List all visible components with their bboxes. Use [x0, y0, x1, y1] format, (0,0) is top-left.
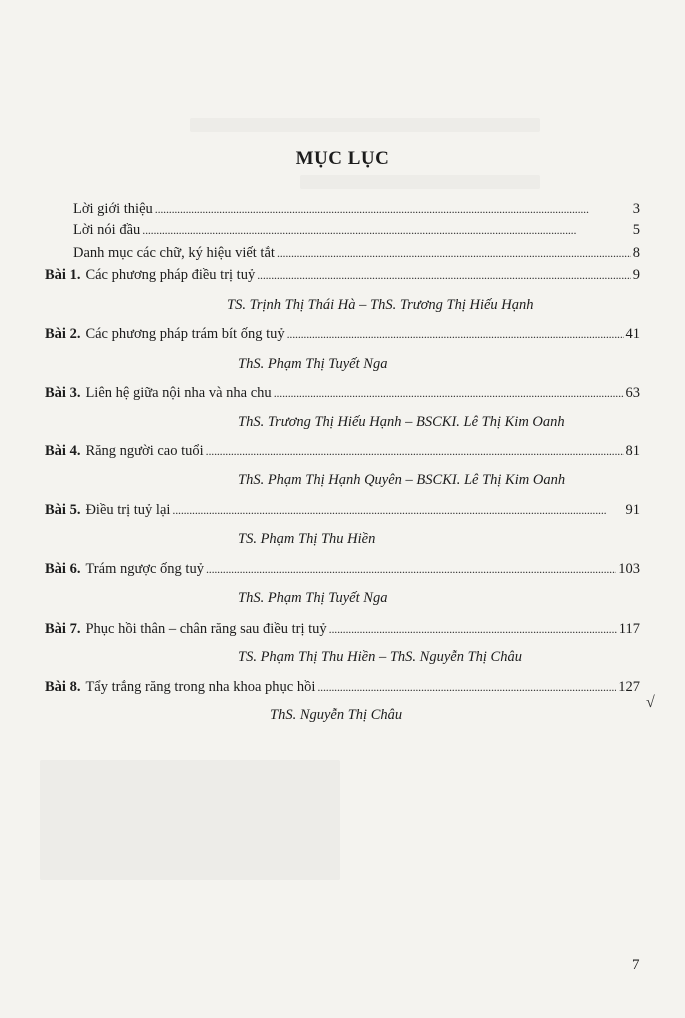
toc-page-number: 103	[618, 561, 640, 577]
toc-entry-lesson[interactable]	[45, 559, 640, 579]
toc-entry-front[interactable]	[73, 199, 640, 219]
toc-entry-lesson[interactable]	[45, 383, 640, 403]
lesson-authors: TS. Trịnh Thị Thái Hà – ThS. Trương Thị Hiếu Hạnh	[227, 297, 534, 313]
dot-leader	[257, 265, 631, 285]
lesson-authors: ThS. Phạm Thị Hạnh Quyên – BSCKI. Lê Thị Kim Oanh	[238, 472, 566, 488]
toc-entry-lesson[interactable]	[45, 677, 640, 697]
check-mark-icon: √	[646, 694, 655, 711]
toc-page-number: 5	[632, 222, 640, 238]
page-title: MỤC LỤC	[295, 148, 390, 169]
dot-leader	[329, 619, 617, 639]
toc-entry-lesson[interactable]	[45, 500, 640, 520]
toc-entry-front[interactable]	[73, 243, 640, 263]
dot-leader	[317, 677, 616, 697]
toc-page-number: 63	[625, 385, 640, 401]
lesson-number: Bài 8.	[45, 679, 81, 695]
toc-page-number: 8	[632, 245, 640, 261]
lesson-number: Bài 5.	[45, 502, 81, 518]
show-through-shading	[40, 760, 340, 880]
lesson-title: Điều trị tuỷ lại	[85, 502, 171, 518]
dot-leader	[142, 220, 630, 240]
page-number: 7	[632, 957, 640, 973]
lesson-number: Bài 3.	[45, 385, 81, 401]
toc-page-number: 127	[618, 679, 640, 695]
lesson-authors: ThS. Phạm Thị Tuyết Nga	[238, 590, 388, 606]
lesson-title: Trám ngược ống tuỷ	[85, 561, 204, 577]
toc-page-number: 9	[632, 267, 640, 283]
toc-page-number: 81	[625, 443, 640, 459]
toc-entry-label: Lời giới thiệu	[73, 201, 153, 217]
lesson-authors: TS. Phạm Thị Thu Hiền	[238, 531, 376, 547]
toc-page-number: 41	[625, 326, 640, 342]
lesson-title: Liên hệ giữa nội nha và nha chu	[85, 385, 272, 401]
lesson-number: Bài 7.	[45, 621, 81, 637]
lesson-number: Bài 6.	[45, 561, 81, 577]
dot-leader	[206, 559, 616, 579]
lesson-number: Bài 1.	[45, 267, 81, 283]
toc-page-number: 117	[618, 621, 640, 637]
toc-entry-front[interactable]	[73, 220, 640, 240]
dot-leader	[277, 243, 631, 263]
toc-entry-label: Danh mục các chữ, ký hiệu viết tắt	[73, 245, 275, 261]
dot-leader	[206, 441, 624, 461]
lesson-authors: ThS. Nguyễn Thị Châu	[270, 707, 403, 723]
lesson-authors: ThS. Trương Thị Hiếu Hạnh – BSCKI. Lê Thị Kim Oanh	[238, 414, 565, 430]
toc-entry-lesson[interactable]	[45, 441, 640, 461]
show-through-shading	[300, 175, 540, 189]
toc-entry-lesson[interactable]	[45, 619, 640, 639]
lesson-title: Phục hồi thân – chân răng sau điều trị tuỷ	[85, 621, 327, 637]
dot-leader	[172, 500, 623, 520]
show-through-shading	[190, 118, 540, 132]
toc-entry-lesson[interactable]	[45, 324, 640, 344]
lesson-authors: ThS. Phạm Thị Tuyết Nga	[238, 356, 388, 372]
lesson-number: Bài 4.	[45, 443, 81, 459]
dot-leader	[287, 324, 624, 344]
toc-page-number: 91	[625, 502, 640, 518]
toc-entry-label: Lời nói đầu	[73, 222, 141, 238]
lesson-authors: TS. Phạm Thị Thu Hiền – ThS. Nguyễn Thị Châu	[238, 649, 522, 665]
lesson-title: Răng người cao tuổi	[85, 443, 204, 459]
dot-leader	[155, 199, 631, 219]
toc-page-number: 3	[632, 201, 640, 217]
toc-entry-lesson[interactable]	[45, 265, 640, 285]
lesson-title: Các phương pháp điều trị tuỷ	[85, 267, 256, 283]
dot-leader	[274, 383, 624, 403]
lesson-title: Các phương pháp trám bít ống tuỷ	[85, 326, 285, 342]
lesson-number: Bài 2.	[45, 326, 81, 342]
lesson-title: Tẩy trắng răng trong nha khoa phục hồi	[85, 679, 316, 695]
